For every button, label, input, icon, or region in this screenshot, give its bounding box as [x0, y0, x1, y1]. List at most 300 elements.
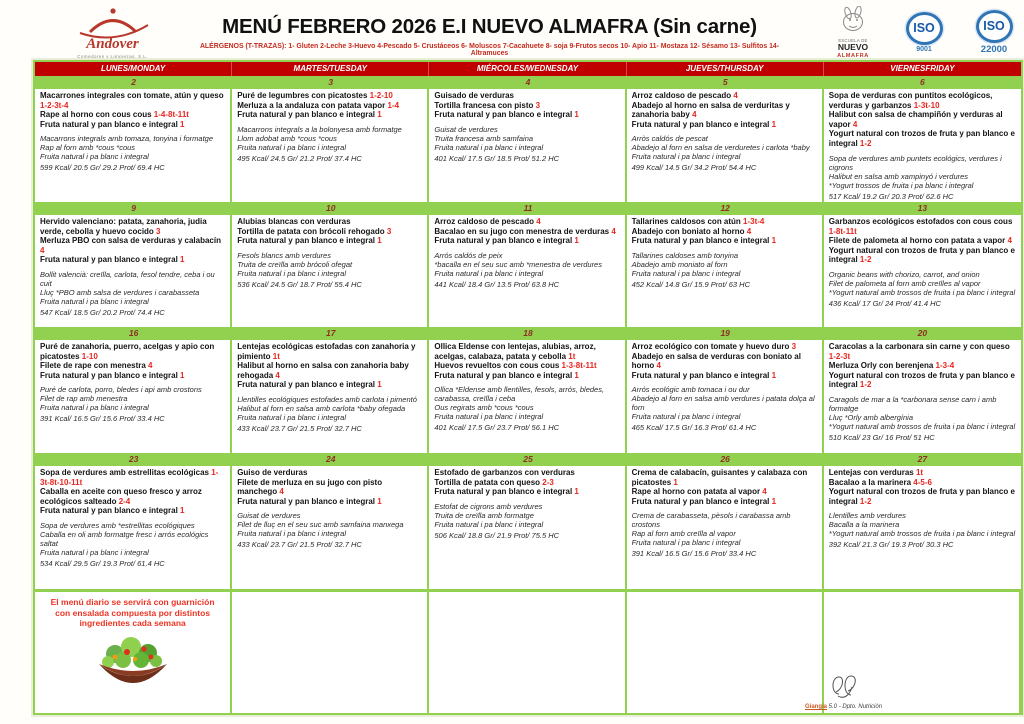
translation-line: Lluç *PBO amb salsa de verdures i carabasseta [40, 287, 200, 297]
nutrition-line: 391 Kcal/ 16.5 Gr/ 15.6 Prot/ 33.4 HC [40, 414, 165, 424]
dish-name: Tortilla francesa con pisto [434, 100, 534, 110]
school-logo-line1: ESCUELA DE [838, 37, 868, 43]
allergen-numbers: 4 [689, 110, 697, 120]
dish-name: Fruta natural y pan blanco e integral [434, 487, 573, 497]
dish-name: Bacalao en su jugo con menestra de verduras [434, 226, 610, 236]
translation-block [829, 270, 1017, 308]
date-cell-5: 5 [722, 77, 728, 87]
translation-line: Llentilles amb verdures [828, 511, 906, 521]
translation-line: Fruita natural i pa blanc i integral [631, 268, 741, 278]
allergen-legend: ALÉRGENOS (T-TRAZAS): 1- Gluten 2-Leche 3-Huevo 4-Pescado 5- Crustáceos 6- Moluscos 7-Cacahuete 8- soja 9-Frutos secos 10- Apio 11- Mostaza 12- Sésamo 13- Sulfitos 14- Altramuces [199, 43, 780, 57]
dish-line [829, 110, 1017, 129]
allergen-numbers: 4 [731, 91, 738, 100]
dish-line [829, 478, 1017, 488]
translation-line: Organic beans with chorizo, carrot, and onion [828, 269, 980, 279]
allergen-numbers: 4 [533, 217, 541, 226]
allergen-numbers: 1-10 [79, 351, 98, 361]
allergen-numbers: 1t [270, 351, 280, 361]
allergen-numbers: 1 [769, 119, 777, 129]
dish-name: Tallarines caldosos con atún [631, 217, 741, 226]
dish-line [829, 371, 1017, 390]
dish-line [434, 110, 620, 120]
allergen-numbers: 1 [572, 236, 579, 246]
translation-block [829, 511, 1017, 549]
translation-block [632, 134, 818, 172]
translation-block [237, 125, 423, 163]
date-cell-25: 25 [523, 454, 533, 464]
week-row [35, 89, 1021, 202]
translation-line: *Yogurt trossos de fruita i pa blanc i integral [828, 180, 974, 190]
allergen-numbers: 1-3-4 [933, 361, 955, 371]
dish-line [829, 342, 1017, 361]
date-cell-9: 9 [131, 203, 136, 213]
dish-line [237, 497, 423, 507]
footer-row [35, 589, 1021, 713]
dish-line [434, 217, 620, 227]
day-header-thursday: JUEVES/THURSDAY [627, 62, 824, 76]
menu-grid [35, 76, 1021, 589]
allergen-numbers: 4 [1005, 236, 1012, 246]
translation-block [40, 385, 226, 423]
dish-name: Filete de rape con menestra [40, 361, 146, 371]
dish-line [237, 217, 423, 227]
dish-line [829, 246, 1017, 265]
dish-line [434, 487, 620, 497]
date-cell-20: 20 [917, 328, 928, 338]
allergen-numbers: 4-5-6 [911, 477, 932, 487]
translation-line: Llom adobat amb *cous *cous [237, 133, 337, 143]
allergen-numbers: 1-2 [857, 380, 872, 390]
menu-block [237, 342, 423, 390]
menu-block [434, 217, 620, 246]
translation-line: Sopa de verdures amb *estrellitas ecológiques [40, 520, 195, 530]
dish-name: Arroz caldoso de pescado [631, 91, 732, 100]
dish-name: Abadejo al horno en salsa de verduritas y zanahoria baby [631, 100, 790, 120]
date-cell-23: 23 [128, 454, 139, 464]
dish-name: Guiso de verduras [237, 468, 308, 477]
translation-line: Fruita natural i pa blanc i integral [237, 142, 346, 152]
allergen-numbers: 1 [572, 487, 579, 497]
dish-name: Lentejas ecológicas estofadas con zanahoria y pimiento [237, 342, 416, 361]
translation-block [40, 521, 226, 568]
translation-line: Crema de carabasseta, pèsols i carabassa amb crostons [631, 511, 791, 530]
dish-name: Fruta natural y pan blanco e integral [631, 119, 770, 129]
translation-line: *Yogurt natural amb trossos de fruita i pa blanc i integral [828, 287, 1016, 297]
allergen-numbers: 1t [566, 351, 576, 361]
date-row [35, 453, 1021, 466]
allergen-numbers: 2-4 [116, 496, 131, 506]
translation-line: Fesols blancs amb verdures [237, 250, 331, 260]
translation-line: Fruita natural i pa blanc i integral [631, 538, 741, 548]
dish-name: Halibut al horno en salsa con zanahoria baby rehogada [237, 361, 409, 380]
dish-name: Ollica Eldense con lentejas, alubias, arroz, acelgas, calabaza, patata y cebolla [434, 342, 596, 361]
dish-name: Tortilla de patata con queso [434, 477, 541, 487]
menu-cell-day-9 [35, 215, 232, 327]
translation-line: Ollica *Eldense amb llentilles, fesols, arrós, bledes, carabassa, creïlla i ceba [434, 385, 605, 404]
date-cell-17: 17 [326, 328, 336, 338]
translation-line: Fruita natural i pa blanc i integral [40, 296, 149, 306]
allergen-numbers: 1 [572, 370, 579, 380]
menu-calendar-table [33, 60, 1023, 715]
translation-block [237, 511, 423, 549]
menu-block [632, 342, 818, 380]
menu-cell-day-25 [429, 466, 626, 589]
nutrition-line: 436 Kcal/ 17 Gr/ 24 Prot/ 41.4 HC [828, 298, 941, 308]
dish-name: Caballa en aceite con queso fresco y arroz ecológicos salteado [40, 487, 202, 506]
date-cell-10: 10 [326, 203, 336, 213]
dish-line [829, 487, 1017, 506]
signature-name: Giangia [805, 704, 828, 710]
footer-empty-cell [429, 592, 626, 713]
menu-cell-day-13 [824, 215, 1021, 327]
dish-line [40, 468, 226, 487]
dish-name: Yogurt natural con trozos de fruta y pan blanco e integral [828, 370, 1015, 390]
dish-line [40, 91, 226, 110]
date-cell-24: 24 [326, 454, 336, 464]
translation-line: Abadejo al forn en salsa de verduretes i carlota *baby [631, 143, 810, 153]
translation-line: Puré de carlota, porro, bledes i api amb crostons [40, 385, 202, 395]
dish-line [434, 371, 620, 381]
dish-line [40, 361, 226, 371]
nutrition-line: 392 Kcal/ 21.3 Gr/ 19.3 Prot/ 30.3 HC [828, 540, 954, 550]
dish-name: Fruta natural y pan blanco e integral [40, 370, 178, 380]
translation-block [829, 154, 1017, 201]
iso-icon: ISO [976, 10, 1013, 43]
translation-line: Bacalla a la marinera [828, 520, 900, 530]
menu-block [829, 217, 1017, 265]
menu-block [632, 91, 818, 129]
translation-line: Abadejo amb moniato al forn [631, 259, 728, 269]
dish-name: Rape al horno con patata al vapor [631, 487, 761, 497]
menu-block [434, 342, 620, 380]
translation-block [434, 251, 620, 289]
right-logos [784, 2, 1022, 59]
menu-cell-day-18 [429, 340, 626, 453]
translation-line: Filet de palometa al forn amb creïlles al vapor [828, 278, 981, 288]
dish-line [237, 110, 423, 120]
menu-block [40, 342, 226, 380]
dish-name: Fruta natural y pan blanco e integral [434, 110, 573, 120]
menu-cell-day-6 [824, 89, 1021, 202]
translation-line: Caballa en oli amb formatge fresc i arrós ecológics saltat [40, 529, 209, 548]
translation-line: Fruita natural i pa blanc i integral [434, 519, 544, 529]
nutrition-line: 517 Kcal/ 19.2 Gr/ 20.3 Prot/ 62.6 HC [828, 191, 954, 201]
dish-line [434, 468, 620, 478]
dish-line [40, 255, 226, 265]
allergen-numbers: 4 [850, 119, 858, 129]
translation-block [829, 395, 1017, 442]
translation-line: Guisat de verdures [237, 511, 301, 521]
nutrition-line: 547 Kcal/ 18.5 Gr/ 20.2 Prot/ 74.4 HC [40, 307, 165, 317]
date-cell-19: 19 [720, 328, 730, 338]
translation-line: Truita de creïlla amb brócoli ofegat [237, 259, 353, 269]
dish-name: Merluza PBO con salsa de verduras y calabacín [40, 236, 221, 246]
dish-line [434, 227, 620, 237]
translation-line: Macarrons integrals amb tomaza, tonyina i formatge [40, 134, 213, 144]
dish-line [237, 227, 423, 237]
dish-line [237, 236, 423, 246]
allergen-numbers: 1 [177, 370, 185, 380]
dish-name: Halibut con salsa de champiñón y verduras al vapor [828, 110, 1003, 129]
school-mascot-icon [836, 6, 870, 34]
dish-line [632, 91, 818, 101]
allergen-numbers: 1-2-3t-4 [40, 100, 69, 110]
date-cell-13: 13 [917, 203, 928, 213]
dish-line [237, 380, 423, 390]
menu-cell-day-26 [627, 466, 824, 589]
iso-9001-number: 9001 [916, 45, 932, 53]
day-header-wednesday: MIÉRCOLES/WEDNESDAY [429, 62, 626, 76]
dish-line [829, 91, 1017, 110]
allergen-numbers: 1-4-8t-11t [151, 110, 189, 120]
translation-line: Abadejo al forn en salsa amb verdures i patata dolça al forn [631, 394, 815, 413]
translation-line: Fruita natural i pa blanc i integral [40, 403, 149, 413]
dish-line [40, 342, 226, 361]
allergen-numbers: 3 [384, 226, 392, 236]
dish-line [434, 101, 620, 111]
translation-line: Rap al forn amb creïlla al vapor [631, 529, 736, 539]
dish-name: Merluza a la andaluza con patata vapor [237, 100, 386, 110]
salad-image-wrap [35, 632, 230, 703]
dish-line [829, 468, 1017, 478]
dish-line [632, 352, 818, 371]
day-header-row [35, 62, 1021, 76]
dish-name: Macarrones integrales con tomate, atún y queso [40, 91, 224, 100]
allergen-numbers: 3 [533, 100, 541, 110]
dish-name: Crema de calabacín, guisantes y calabaza con picatostes [631, 468, 808, 487]
translation-line: Arrós ecológic amb tomaca i ou dur [631, 385, 750, 395]
weekly-note-cell [35, 592, 232, 713]
iso-9001-badge [896, 12, 952, 53]
allergen-numbers: 4 [744, 226, 752, 236]
menu-block [434, 91, 620, 120]
nutrition-line: 441 Kcal/ 18.4 Gr/ 13.5 Prot/ 63.8 HC [434, 279, 560, 289]
translation-line: Bollit valencià: creïlla, carlota, fesol tendre, ceba i ou cuit [40, 269, 215, 288]
translation-line: Guisat de verdures [434, 124, 498, 134]
nutrition-line: 401 Kcal/ 17.5 Gr/ 23.7 Prot/ 56.1 HC [434, 423, 560, 433]
dish-name: Arroz ecológico con tomate y huevo duro [631, 342, 790, 351]
translation-line: Fruita natural i pa blanc i integral [631, 412, 741, 422]
translation-line: Tallarines caldoses amb tonyina [631, 250, 739, 260]
week-row [35, 215, 1021, 327]
allergen-numbers: 1 [375, 236, 382, 246]
translation-line: Rap al forn amb *cous *cous [40, 143, 136, 153]
translation-line: Lluç *Orly amb albergínia [828, 412, 914, 422]
nutrition-line: 506 Kcal/ 18.8 Gr/ 21.9 Prot/ 75.5 HC [434, 530, 560, 540]
allergen-numbers: 3 [153, 226, 161, 236]
translation-block [434, 385, 620, 432]
dish-name: Fruta natural y pan blanco e integral [631, 236, 770, 246]
date-cell-12: 12 [720, 203, 730, 213]
allergen-numbers: 1-3t-8t-10-11t [40, 468, 219, 487]
date-cell-27: 27 [917, 454, 928, 464]
translation-line: Fruita natural i pa blanc i integral [237, 412, 346, 422]
date-row [35, 202, 1021, 215]
nutrition-line: 510 Kcal/ 23 Gr/ 16 Prot/ 51 HC [828, 432, 935, 442]
menu-cell-day-16 [35, 340, 232, 453]
translation-block [237, 395, 423, 433]
menu-cell-day-5 [627, 89, 824, 202]
menu-block [829, 342, 1017, 390]
translation-line: Fruita natural i pa blanc i integral [434, 268, 544, 278]
title-block [195, 2, 784, 57]
dish-name: Guisado de verduras [434, 91, 514, 100]
andover-cloche-icon [70, 5, 156, 39]
andover-logo-name: Andover [86, 36, 139, 52]
nutrition-line: 499 Kcal/ 14.5 Gr/ 34.2 Prot/ 54.4 HC [631, 163, 757, 173]
dish-name: Fruta natural y pan blanco e integral [237, 496, 375, 506]
day-header-tuesday: MARTES/TUESDAY [232, 62, 429, 76]
translation-line: Ous regirats amb *cous *cous [434, 403, 534, 413]
allergen-numbers: 4 [145, 361, 153, 371]
allergen-numbers: 4 [609, 226, 616, 236]
page-header [30, 2, 1022, 59]
dish-name: Garbanzos ecológicos estofados con cous cous [828, 217, 1013, 226]
dish-line [632, 468, 818, 487]
translation-line: Fruita natural i pa blanc i integral [434, 142, 544, 152]
dish-line [829, 129, 1017, 148]
allergen-numbers: 3 [789, 342, 797, 351]
allergen-numbers: 1 [375, 496, 382, 506]
page-title: MENÚ FEBRERO 2026 E.I NUEVO ALMAFRA (Sin carne) [222, 15, 757, 38]
dish-name: Sopa de verduras con puntitos ecológicos, verduras y garbanzos [828, 91, 993, 110]
dish-name: Yogurt natural con trozos de fruta y pan blanco e integral [828, 487, 1015, 506]
dish-name: Fruta natural y pan blanco e integral [237, 110, 375, 120]
date-cell-6: 6 [920, 77, 925, 87]
dish-line [434, 361, 620, 371]
translation-line: Truita de creïlla amb formatge [434, 510, 534, 520]
date-cell-11: 11 [523, 203, 533, 213]
dish-name: Estofado de garbanzos con verduras [434, 468, 575, 477]
allergen-numbers: 1-4 [385, 100, 400, 110]
weekly-note: El menú diario se servirá con guarnición con ensalada compuesta por distintos ingredientes cada semana [50, 597, 215, 628]
date-cell-2: 2 [131, 77, 136, 87]
allergen-numbers: 1-2 [857, 255, 872, 265]
dish-line [237, 468, 423, 478]
menu-block [632, 468, 818, 506]
footer-empty-cell [232, 592, 429, 713]
date-row [35, 327, 1021, 340]
dish-name: Sopa de verdures amb estrellitas ecológicas [40, 468, 209, 477]
andover-logo [30, 2, 195, 59]
allergen-numbers: 1 [671, 477, 678, 487]
translation-line: Llentilles ecológiques estofades amb carlota i pimentó [237, 394, 417, 404]
translation-line: Halibut en salsa amb xampinyó i verdures [828, 171, 969, 181]
menu-block [829, 468, 1017, 506]
translation-line: Arrós caldós de peix [434, 250, 503, 260]
allergen-numbers: 1 [177, 119, 185, 129]
translation-line: Estofat de cigrons amb verdures [434, 501, 543, 511]
dish-name: Fruta natural y pan blanco e integral [434, 370, 573, 380]
dish-line [40, 487, 226, 506]
allergen-numbers: 1t [913, 468, 924, 477]
dish-line [434, 236, 620, 246]
allergen-numbers: 1 [375, 110, 382, 120]
date-cell-4: 4 [525, 77, 531, 87]
translation-block [40, 270, 226, 317]
translation-line: Filet de lluç en el seu suc amb samfaina manxega [237, 520, 404, 530]
nutrition-line: 452 Kcal/ 14.8 Gr/ 15.9 Prot/ 63 HC [631, 279, 750, 289]
allergen-numbers: 1-2-3t [828, 351, 851, 361]
dish-line [237, 342, 423, 361]
translation-line: Fruita natural i pa blanc i integral [434, 412, 544, 422]
allergen-numbers: 1-3t-10 [911, 100, 940, 110]
translation-block [237, 251, 423, 289]
dish-line [632, 101, 818, 120]
nutrition-line: 401 Kcal/ 17.5 Gr/ 18.5 Prot/ 51.2 HC [434, 153, 560, 163]
dish-line [632, 227, 818, 237]
menu-block [237, 91, 423, 120]
allergen-numbers: 1 [769, 370, 777, 380]
day-header-monday: LUNES/MONDAY [35, 62, 232, 76]
menu-cell-day-2 [35, 89, 232, 202]
dish-line [40, 110, 226, 120]
dish-line [632, 497, 818, 507]
translation-line: Fruita natural i pa blanc i integral [237, 529, 346, 539]
date-row [35, 76, 1021, 89]
translation-block [40, 134, 226, 172]
date-cell-26: 26 [720, 454, 730, 464]
dish-name: Fruta natural y pan blanco e integral [237, 380, 375, 390]
translation-line: Filet de rap amb menestra [40, 394, 128, 404]
allergen-numbers: 1-2 [857, 138, 872, 148]
allergen-numbers: 1-3t-4 [740, 217, 765, 226]
dish-line [632, 236, 818, 246]
dish-name: Fruta natural y pan blanco e integral [40, 506, 178, 516]
dish-name: Fruta natural y pan blanco e integral [434, 236, 573, 246]
dish-line [434, 91, 620, 101]
dish-line [237, 361, 423, 380]
dish-name: Huevos revueltos con cous cous [434, 361, 560, 371]
dish-name: Puré de zanahoria, puerro, acelgas y apio con picatostes [40, 342, 215, 361]
translation-line: Caragols de mar a la *carbonara sense carn i amb formatge [828, 394, 997, 413]
dish-name: Filete de palometa al horno con patata a vapor [828, 236, 1006, 246]
footer-empty-cell [627, 592, 824, 713]
dish-name: Rape al horno con cous cous [40, 110, 152, 120]
dish-name: Fruta natural y pan blanco e integral [237, 236, 375, 246]
menu-block [434, 468, 620, 497]
nutrition-line: 433 Kcal/ 23.7 Gr/ 21.5 Prot/ 32.7 HC [237, 423, 362, 433]
translation-line: *bacalla en el seu suc amb *menestra de verdures [434, 259, 602, 269]
signature-scribble-icon [827, 673, 935, 704]
allergen-numbers: 1 [769, 496, 777, 506]
school-logo [824, 6, 882, 59]
date-cell-16: 16 [128, 328, 139, 338]
translation-line: Arròs caldós de pescat [631, 134, 708, 144]
menu-block [40, 217, 226, 265]
week-row [35, 466, 1021, 589]
dish-name: Alubias blancas con verduras [237, 217, 351, 226]
signature-rest: 5.0 - Dpto. Nutrición [827, 704, 883, 710]
dish-name: Merluza Orly con berenjena [828, 361, 934, 371]
translation-block [632, 511, 818, 558]
dish-line [632, 487, 818, 497]
translation-block [632, 385, 818, 432]
dish-name: Fruta natural y pan blanco e integral [40, 255, 178, 265]
week-row [35, 340, 1021, 453]
dish-name: Hervido valenciano: patata, zanahoria, judia verde, cebolla y huevo cocido [40, 217, 207, 236]
dish-line [434, 342, 620, 361]
date-cell-3: 3 [328, 77, 334, 87]
translation-line: Fruita natural i pa blanc i integral [631, 152, 741, 162]
menu-block [40, 91, 226, 129]
nutrition-line: 391 Kcal/ 16.5 Gr/ 15.6 Prot/ 33.4 HC [631, 549, 757, 559]
allergen-numbers: 4 [760, 487, 767, 497]
translation-block [632, 251, 818, 289]
dish-line [237, 478, 423, 497]
translation-line: Fruita natural i pa blanc i integral [40, 152, 149, 162]
menu-block [829, 91, 1017, 149]
